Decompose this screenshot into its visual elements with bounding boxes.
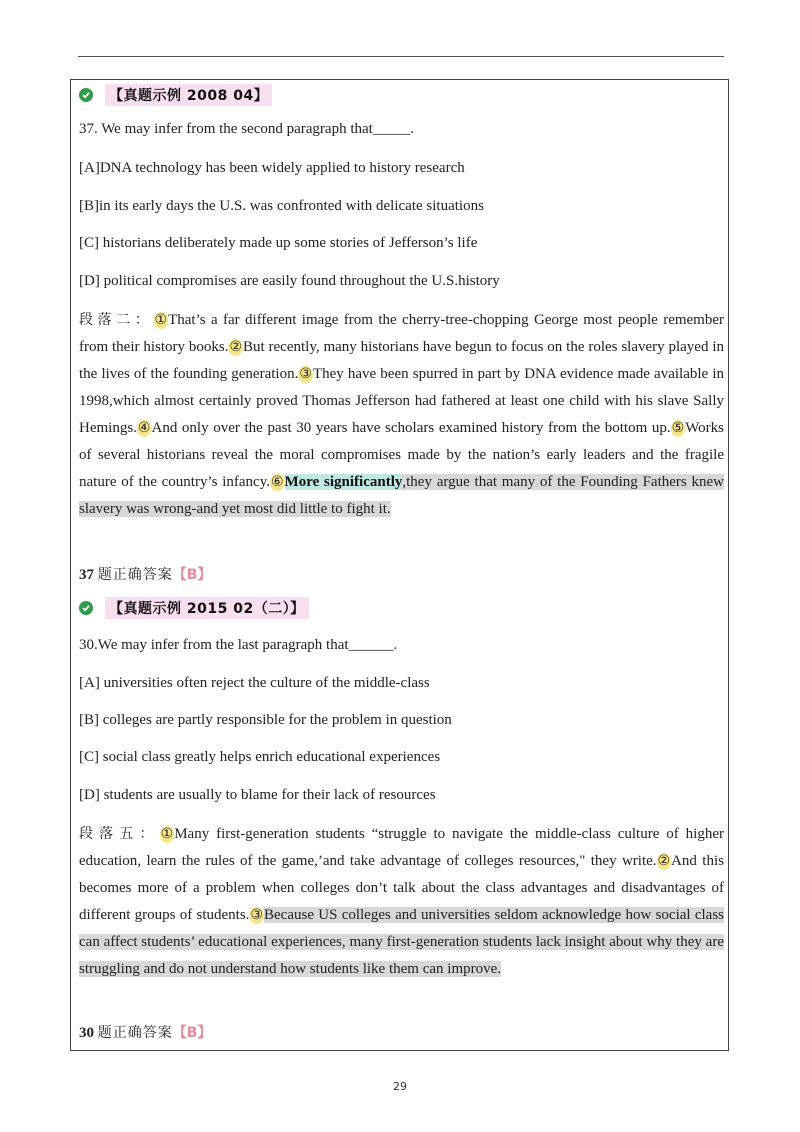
section-title: 【真题示例 2008 04】: [105, 84, 272, 106]
section-header: [79, 84, 272, 106]
sentence-marker: ②: [229, 339, 242, 355]
question-text: 37. We may infer from the second paragraph that_____.: [79, 121, 415, 137]
highlighted-sentence: Because US colleges and universities seldom acknowledge how social class can affect students’ educational experiences, many first-generation students lack insight about why they are struggling and do not understand how students like them can improve.: [79, 907, 724, 977]
answer-line: [79, 564, 211, 584]
sentence: They have been spurred in part by DNA evidence made available in 1998,which almost certainly proved Thomas Jefferson had fathered at least one child with his slave Sally Hemings.: [79, 366, 724, 436]
passage-paragraph: [79, 307, 724, 523]
section-title: 【真题示例 2015 02（二）】: [105, 597, 309, 619]
paragraph-label: 段落五：: [79, 826, 160, 842]
option-a: [A]DNA technology has been widely applied to history research: [79, 160, 465, 176]
sentence-marker: ①: [154, 312, 168, 328]
answer-line: [79, 1022, 211, 1042]
sentence: And this becomes more of a problem when colleges don’t talk about the class advantages and disadvantages of different groups of students.: [79, 853, 724, 923]
header-rule: [78, 56, 724, 57]
answer-value: 【B】: [172, 567, 212, 583]
option-b: [B]in its early days the U.S. was confronted with delicate situations: [79, 198, 484, 214]
highlighted-sentence: ,they argue that many of the Founding Fathers knew slavery was wrong-and yet most did little to fight it.: [79, 474, 724, 517]
key-phrase: More significantly: [284, 474, 403, 490]
paragraph-label: 段落二：: [79, 312, 154, 328]
sentence-marker: ④: [137, 420, 151, 436]
option-d: [D] political compromises are easily found throughout the U.S.history: [79, 273, 500, 289]
answer-label: 题正确答案: [97, 567, 173, 583]
option-b: [B] colleges are partly responsible for the problem in question: [79, 712, 452, 728]
sentence-marker: ②: [657, 853, 671, 869]
answer-label: 题正确答案: [97, 1025, 173, 1041]
sentence-marker: ③: [299, 366, 312, 382]
sentence: That’s a far different image from the cherry-tree-chopping George most people remember from their history books.: [79, 312, 724, 355]
passage-paragraph: [79, 821, 724, 983]
option-a: [A] universities often reject the culture of the middle-class: [79, 675, 430, 691]
sentence: But recently, many historians have begun to focus on the roles slavery played in the lives of the founding generation.: [79, 339, 724, 382]
sentence-marker: ⑥: [270, 474, 284, 490]
sentence-marker: ①: [160, 826, 174, 842]
section-header: [79, 597, 309, 619]
option-c: [C] historians deliberately made up some stories of Jefferson’s life: [79, 235, 478, 251]
sentence-marker: ⑤: [671, 420, 685, 436]
answer-number: 30: [79, 1025, 94, 1041]
option-d: [D] students are usually to blame for their lack of resources: [79, 787, 436, 803]
content-frame: [70, 79, 729, 1051]
sentence: And only over the past 30 years have scholars examined history from the bottom up.: [151, 420, 671, 436]
answer-number: 37: [79, 567, 94, 583]
answer-value: 【B】: [172, 1025, 212, 1041]
sentence-marker: ③: [250, 907, 263, 923]
check-circle-icon: [79, 88, 93, 102]
sentence: Works of several historians reveal the moral compromises made by the nation’s early leaders and the fragile nature of the country’s infancy.: [79, 420, 724, 490]
option-c: [C] social class greatly helps enrich educational experiences: [79, 749, 441, 765]
check-circle-icon: [79, 601, 93, 615]
sentence: Many first-generation students “struggle to navigate the middle-class culture of higher education, learn the rules of the game,’and take advantage of colleges resources," they write.: [79, 826, 725, 869]
page-number: 29: [393, 1080, 407, 1093]
question-text: 30.We may infer from the last paragraph that______.: [79, 637, 398, 653]
